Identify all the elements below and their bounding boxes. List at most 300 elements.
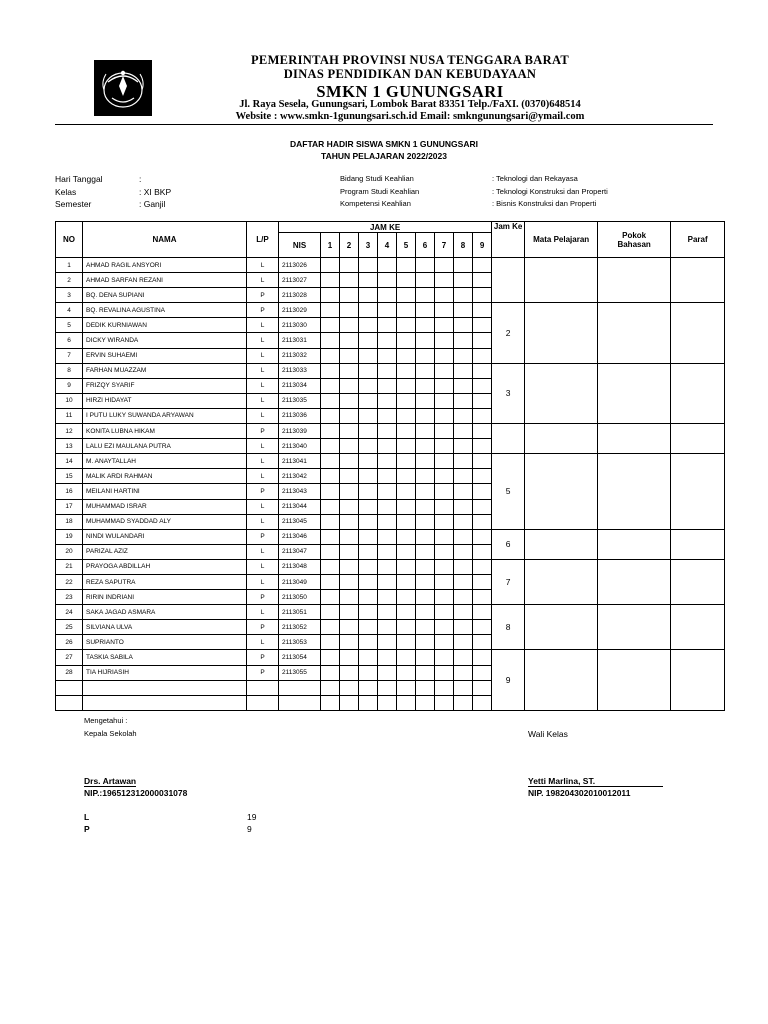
attendance-cell-period-3[interactable] — [359, 258, 378, 273]
attendance-cell-period-3[interactable] — [359, 574, 378, 589]
attendance-cell-period-4[interactable] — [378, 439, 397, 454]
attendance-cell-period-2[interactable] — [340, 650, 359, 665]
attendance-cell-period-3[interactable] — [359, 363, 378, 378]
attendance-cell-period-6[interactable] — [416, 574, 435, 589]
attendance-cell-period-3[interactable] — [359, 559, 378, 574]
attendance-cell-period-9[interactable] — [473, 484, 492, 499]
attendance-cell-period-8[interactable] — [454, 469, 473, 484]
attendance-cell-period-1[interactable] — [321, 620, 340, 635]
attendance-cell-period-2[interactable] — [340, 680, 359, 695]
mata-pelajaran-cell[interactable] — [525, 363, 598, 423]
attendance-cell-period-5[interactable] — [397, 439, 416, 454]
attendance-cell-period-4[interactable] — [378, 544, 397, 559]
mata-pelajaran-cell[interactable] — [525, 605, 598, 650]
pokok-bahasan-cell[interactable] — [598, 650, 671, 710]
attendance-cell-period-8[interactable] — [454, 650, 473, 665]
attendance-cell-period-4[interactable] — [378, 363, 397, 378]
attendance-cell-period-5[interactable] — [397, 454, 416, 469]
attendance-cell-period-4[interactable] — [378, 333, 397, 348]
attendance-cell-period-8[interactable] — [454, 348, 473, 363]
attendance-cell-period-5[interactable] — [397, 574, 416, 589]
attendance-cell-period-9[interactable] — [473, 439, 492, 454]
attendance-cell-period-6[interactable] — [416, 333, 435, 348]
attendance-cell-period-2[interactable] — [340, 574, 359, 589]
attendance-cell-period-3[interactable] — [359, 650, 378, 665]
attendance-cell-period-7[interactable] — [435, 424, 454, 439]
attendance-cell-period-8[interactable] — [454, 605, 473, 620]
attendance-cell-period-1[interactable] — [321, 635, 340, 650]
attendance-cell-period-3[interactable] — [359, 605, 378, 620]
attendance-cell-period-2[interactable] — [340, 303, 359, 318]
attendance-cell-period-1[interactable] — [321, 514, 340, 529]
attendance-cell-period-1[interactable] — [321, 348, 340, 363]
pokok-bahasan-cell[interactable] — [598, 529, 671, 559]
attendance-cell-period-5[interactable] — [397, 680, 416, 695]
attendance-cell-period-1[interactable] — [321, 650, 340, 665]
attendance-cell-period-4[interactable] — [378, 650, 397, 665]
attendance-cell-period-1[interactable] — [321, 333, 340, 348]
student-nis: 2113049 — [279, 574, 321, 589]
mata-pelajaran-cell[interactable] — [525, 424, 598, 454]
attendance-cell-period-5[interactable] — [397, 590, 416, 605]
attendance-cell-period-5[interactable] — [397, 665, 416, 680]
paraf-cell[interactable] — [671, 303, 725, 363]
attendance-cell-period-7[interactable] — [435, 650, 454, 665]
pokok-bahasan-cell[interactable] — [598, 424, 671, 454]
attendance-cell-period-3[interactable] — [359, 680, 378, 695]
kelas-value: : XI BKP — [139, 187, 172, 197]
attendance-cell-period-6[interactable] — [416, 559, 435, 574]
mata-pelajaran-cell[interactable] — [525, 559, 598, 604]
attendance-cell-period-2[interactable] — [340, 529, 359, 544]
attendance-cell-period-3[interactable] — [359, 439, 378, 454]
paraf-cell[interactable] — [671, 424, 725, 454]
attendance-cell-period-8[interactable] — [454, 408, 473, 423]
attendance-cell-period-5[interactable] — [397, 514, 416, 529]
attendance-cell-period-3[interactable] — [359, 454, 378, 469]
attendance-cell-period-8[interactable] — [454, 393, 473, 408]
attendance-cell-period-3[interactable] — [359, 288, 378, 303]
attendance-cell-period-4[interactable] — [378, 559, 397, 574]
attendance-cell-period-9[interactable] — [473, 303, 492, 318]
attendance-cell-period-1[interactable] — [321, 454, 340, 469]
attendance-cell-period-4[interactable] — [378, 469, 397, 484]
attendance-cell-period-9[interactable] — [473, 393, 492, 408]
attendance-cell-period-1[interactable] — [321, 559, 340, 574]
attendance-cell-period-8[interactable] — [454, 559, 473, 574]
attendance-cell-period-3[interactable] — [359, 348, 378, 363]
attendance-cell-period-4[interactable] — [378, 590, 397, 605]
attendance-cell-period-5[interactable] — [397, 258, 416, 273]
attendance-cell-period-8[interactable] — [454, 484, 473, 499]
pokok-bahasan-cell[interactable] — [598, 303, 671, 363]
attendance-cell-period-7[interactable] — [435, 378, 454, 393]
attendance-cell-period-7[interactable] — [435, 559, 454, 574]
attendance-cell-period-2[interactable] — [340, 635, 359, 650]
attendance-cell-period-7[interactable] — [435, 590, 454, 605]
attendance-cell-period-3[interactable] — [359, 529, 378, 544]
attendance-cell-period-2[interactable] — [340, 469, 359, 484]
attendance-cell-period-7[interactable] — [435, 574, 454, 589]
attendance-cell-period-6[interactable] — [416, 363, 435, 378]
attendance-cell-period-7[interactable] — [435, 348, 454, 363]
attendance-cell-period-2[interactable] — [340, 590, 359, 605]
attendance-cell-period-9[interactable] — [473, 514, 492, 529]
attendance-cell-period-6[interactable] — [416, 499, 435, 514]
attendance-cell-period-2[interactable] — [340, 499, 359, 514]
attendance-cell-period-4[interactable] — [378, 258, 397, 273]
attendance-cell-period-9[interactable] — [473, 378, 492, 393]
attendance-cell-period-2[interactable] — [340, 363, 359, 378]
attendance-cell-period-6[interactable] — [416, 258, 435, 273]
attendance-cell-period-5[interactable] — [397, 620, 416, 635]
attendance-cell-period-1[interactable] — [321, 590, 340, 605]
attendance-cell-period-9[interactable] — [473, 288, 492, 303]
attendance-cell-period-6[interactable] — [416, 635, 435, 650]
attendance-cell-period-1[interactable] — [321, 439, 340, 454]
attendance-cell-period-7[interactable] — [435, 318, 454, 333]
attendance-cell-period-9[interactable] — [473, 529, 492, 544]
attendance-cell-period-8[interactable] — [454, 363, 473, 378]
attendance-cell-period-4[interactable] — [378, 348, 397, 363]
attendance-cell-period-7[interactable] — [435, 544, 454, 559]
attendance-cell-period-8[interactable] — [454, 680, 473, 695]
attendance-cell-period-9[interactable] — [473, 348, 492, 363]
attendance-cell-period-4[interactable] — [378, 695, 397, 710]
attendance-cell-period-1[interactable] — [321, 378, 340, 393]
attendance-cell-period-8[interactable] — [454, 378, 473, 393]
attendance-cell-period-4[interactable] — [378, 484, 397, 499]
attendance-cell-period-6[interactable] — [416, 665, 435, 680]
attendance-cell-period-5[interactable] — [397, 273, 416, 288]
attendance-cell-period-1[interactable] — [321, 499, 340, 514]
attendance-cell-period-1[interactable] — [321, 288, 340, 303]
attendance-cell-period-7[interactable] — [435, 454, 454, 469]
attendance-cell-period-5[interactable] — [397, 695, 416, 710]
attendance-cell-period-8[interactable] — [454, 590, 473, 605]
attendance-cell-period-9[interactable] — [473, 499, 492, 514]
attendance-cell-period-3[interactable] — [359, 393, 378, 408]
attendance-cell-period-6[interactable] — [416, 544, 435, 559]
mata-pelajaran-cell[interactable] — [525, 258, 598, 303]
attendance-cell-period-3[interactable] — [359, 635, 378, 650]
attendance-cell-period-2[interactable] — [340, 559, 359, 574]
paraf-cell[interactable] — [671, 605, 725, 650]
attendance-cell-period-5[interactable] — [397, 499, 416, 514]
attendance-cell-period-7[interactable] — [435, 620, 454, 635]
attendance-cell-period-7[interactable] — [435, 680, 454, 695]
attendance-cell-period-4[interactable] — [378, 318, 397, 333]
attendance-cell-period-9[interactable] — [473, 650, 492, 665]
pokok-bahasan-cell[interactable] — [598, 363, 671, 423]
attendance-cell-period-6[interactable] — [416, 605, 435, 620]
attendance-cell-period-9[interactable] — [473, 544, 492, 559]
attendance-cell-period-9[interactable] — [473, 635, 492, 650]
attendance-cell-period-3[interactable] — [359, 318, 378, 333]
attendance-cell-period-7[interactable] — [435, 258, 454, 273]
attendance-cell-period-9[interactable] — [473, 469, 492, 484]
attendance-cell-period-8[interactable] — [454, 424, 473, 439]
attendance-cell-period-2[interactable] — [340, 393, 359, 408]
attendance-cell-period-1[interactable] — [321, 484, 340, 499]
attendance-cell-period-6[interactable] — [416, 529, 435, 544]
attendance-cell-period-7[interactable] — [435, 363, 454, 378]
attendance-cell-period-5[interactable] — [397, 469, 416, 484]
attendance-cell-period-4[interactable] — [378, 620, 397, 635]
attendance-cell-period-2[interactable] — [340, 288, 359, 303]
attendance-cell-period-8[interactable] — [454, 318, 473, 333]
attendance-cell-period-2[interactable] — [340, 620, 359, 635]
attendance-cell-period-6[interactable] — [416, 620, 435, 635]
attendance-cell-period-5[interactable] — [397, 544, 416, 559]
attendance-cell-period-6[interactable] — [416, 590, 435, 605]
attendance-cell-period-4[interactable] — [378, 665, 397, 680]
attendance-cell-period-8[interactable] — [454, 499, 473, 514]
attendance-cell-period-8[interactable] — [454, 529, 473, 544]
attendance-cell-period-5[interactable] — [397, 650, 416, 665]
attendance-cell-period-4[interactable] — [378, 680, 397, 695]
attendance-cell-period-4[interactable] — [378, 635, 397, 650]
attendance-cell-period-6[interactable] — [416, 393, 435, 408]
attendance-cell-period-9[interactable] — [473, 574, 492, 589]
attendance-cell-period-4[interactable] — [378, 574, 397, 589]
attendance-cell-period-5[interactable] — [397, 348, 416, 363]
attendance-cell-period-8[interactable] — [454, 258, 473, 273]
pokok-bahasan-cell[interactable] — [598, 605, 671, 650]
attendance-cell-period-5[interactable] — [397, 288, 416, 303]
attendance-cell-period-6[interactable] — [416, 288, 435, 303]
attendance-cell-period-6[interactable] — [416, 348, 435, 363]
paraf-cell[interactable] — [671, 454, 725, 529]
attendance-cell-period-3[interactable] — [359, 499, 378, 514]
attendance-cell-period-8[interactable] — [454, 333, 473, 348]
attendance-cell-period-2[interactable] — [340, 514, 359, 529]
attendance-cell-period-3[interactable] — [359, 424, 378, 439]
attendance-cell-period-6[interactable] — [416, 273, 435, 288]
attendance-cell-period-9[interactable] — [473, 605, 492, 620]
attendance-cell-period-2[interactable] — [340, 605, 359, 620]
pokok-bahasan-cell[interactable] — [598, 258, 671, 303]
attendance-cell-period-9[interactable] — [473, 454, 492, 469]
attendance-cell-period-8[interactable] — [454, 665, 473, 680]
attendance-cell-period-7[interactable] — [435, 605, 454, 620]
attendance-cell-period-4[interactable] — [378, 605, 397, 620]
attendance-cell-period-4[interactable] — [378, 454, 397, 469]
attendance-cell-period-2[interactable] — [340, 424, 359, 439]
attendance-cell-period-7[interactable] — [435, 635, 454, 650]
attendance-cell-period-2[interactable] — [340, 454, 359, 469]
attendance-cell-period-3[interactable] — [359, 469, 378, 484]
attendance-cell-period-1[interactable] — [321, 695, 340, 710]
attendance-cell-period-5[interactable] — [397, 303, 416, 318]
attendance-cell-period-7[interactable] — [435, 484, 454, 499]
attendance-cell-period-1[interactable] — [321, 665, 340, 680]
attendance-cell-period-2[interactable] — [340, 258, 359, 273]
attendance-cell-period-6[interactable] — [416, 469, 435, 484]
attendance-cell-period-1[interactable] — [321, 393, 340, 408]
attendance-cell-period-4[interactable] — [378, 393, 397, 408]
attendance-cell-period-7[interactable] — [435, 469, 454, 484]
attendance-cell-period-7[interactable] — [435, 439, 454, 454]
attendance-cell-period-6[interactable] — [416, 514, 435, 529]
attendance-cell-period-3[interactable] — [359, 620, 378, 635]
attendance-cell-period-1[interactable] — [321, 273, 340, 288]
attendance-cell-period-8[interactable] — [454, 303, 473, 318]
attendance-cell-period-3[interactable] — [359, 303, 378, 318]
pokok-bahasan-cell[interactable] — [598, 559, 671, 604]
attendance-cell-period-9[interactable] — [473, 333, 492, 348]
attendance-cell-period-8[interactable] — [454, 439, 473, 454]
attendance-cell-period-9[interactable] — [473, 273, 492, 288]
attendance-cell-period-3[interactable] — [359, 544, 378, 559]
attendance-cell-period-2[interactable] — [340, 378, 359, 393]
attendance-cell-period-5[interactable] — [397, 333, 416, 348]
attendance-cell-period-7[interactable] — [435, 273, 454, 288]
attendance-cell-period-2[interactable] — [340, 333, 359, 348]
attendance-cell-period-6[interactable] — [416, 439, 435, 454]
attendance-cell-period-5[interactable] — [397, 393, 416, 408]
attendance-cell-period-2[interactable] — [340, 544, 359, 559]
attendance-cell-period-8[interactable] — [454, 273, 473, 288]
paraf-cell[interactable] — [671, 559, 725, 604]
attendance-cell-period-1[interactable] — [321, 574, 340, 589]
mata-pelajaran-cell[interactable] — [525, 303, 598, 363]
mata-pelajaran-cell[interactable] — [525, 454, 598, 529]
mata-pelajaran-cell[interactable] — [525, 529, 598, 559]
attendance-cell-period-6[interactable] — [416, 454, 435, 469]
attendance-cell-period-2[interactable] — [340, 484, 359, 499]
attendance-cell-period-8[interactable] — [454, 544, 473, 559]
attendance-cell-period-7[interactable] — [435, 499, 454, 514]
attendance-cell-period-9[interactable] — [473, 424, 492, 439]
attendance-cell-period-7[interactable] — [435, 514, 454, 529]
attendance-cell-period-1[interactable] — [321, 258, 340, 273]
attendance-cell-period-2[interactable] — [340, 439, 359, 454]
attendance-cell-period-2[interactable] — [340, 408, 359, 423]
attendance-cell-period-7[interactable] — [435, 695, 454, 710]
attendance-cell-period-4[interactable] — [378, 408, 397, 423]
attendance-cell-period-6[interactable] — [416, 318, 435, 333]
attendance-cell-period-7[interactable] — [435, 303, 454, 318]
attendance-cell-period-8[interactable] — [454, 288, 473, 303]
attendance-cell-period-3[interactable] — [359, 333, 378, 348]
attendance-cell-period-6[interactable] — [416, 484, 435, 499]
letterhead-province: PEMERINTAH PROVINSI NUSA TENGGARA BARAT — [251, 53, 569, 67]
attendance-cell-period-3[interactable] — [359, 695, 378, 710]
attendance-cell-period-3[interactable] — [359, 590, 378, 605]
attendance-cell-period-9[interactable] — [473, 363, 492, 378]
attendance-cell-period-9[interactable] — [473, 559, 492, 574]
attendance-cell-period-4[interactable] — [378, 303, 397, 318]
attendance-cell-period-9[interactable] — [473, 620, 492, 635]
attendance-cell-period-1[interactable] — [321, 408, 340, 423]
attendance-cell-period-1[interactable] — [321, 469, 340, 484]
attendance-cell-period-6[interactable] — [416, 378, 435, 393]
attendance-cell-period-9[interactable] — [473, 665, 492, 680]
attendance-cell-period-9[interactable] — [473, 695, 492, 710]
attendance-cell-period-8[interactable] — [454, 695, 473, 710]
attendance-cell-period-1[interactable] — [321, 529, 340, 544]
attendance-cell-period-2[interactable] — [340, 695, 359, 710]
attendance-cell-period-2[interactable] — [340, 273, 359, 288]
attendance-cell-period-5[interactable] — [397, 363, 416, 378]
attendance-cell-period-6[interactable] — [416, 408, 435, 423]
attendance-cell-period-5[interactable] — [397, 559, 416, 574]
paraf-cell[interactable] — [671, 258, 725, 303]
attendance-cell-period-5[interactable] — [397, 318, 416, 333]
attendance-cell-period-9[interactable] — [473, 318, 492, 333]
attendance-cell-period-5[interactable] — [397, 529, 416, 544]
attendance-cell-period-7[interactable] — [435, 288, 454, 303]
attendance-cell-period-5[interactable] — [397, 484, 416, 499]
attendance-cell-period-5[interactable] — [397, 424, 416, 439]
attendance-cell-period-6[interactable] — [416, 695, 435, 710]
attendance-cell-period-3[interactable] — [359, 378, 378, 393]
attendance-cell-period-8[interactable] — [454, 574, 473, 589]
attendance-cell-period-1[interactable] — [321, 605, 340, 620]
attendance-cell-period-9[interactable] — [473, 590, 492, 605]
attendance-cell-period-4[interactable] — [378, 424, 397, 439]
paraf-cell[interactable] — [671, 650, 725, 710]
attendance-cell-period-1[interactable] — [321, 544, 340, 559]
attendance-cell-period-4[interactable] — [378, 499, 397, 514]
attendance-cell-period-8[interactable] — [454, 620, 473, 635]
attendance-cell-period-9[interactable] — [473, 258, 492, 273]
paraf-cell[interactable] — [671, 529, 725, 559]
attendance-cell-period-9[interactable] — [473, 408, 492, 423]
attendance-cell-period-7[interactable] — [435, 665, 454, 680]
attendance-cell-period-8[interactable] — [454, 514, 473, 529]
attendance-cell-period-5[interactable] — [397, 408, 416, 423]
attendance-cell-period-4[interactable] — [378, 529, 397, 544]
pokok-bahasan-cell[interactable] — [598, 454, 671, 529]
attendance-cell-period-1[interactable] — [321, 363, 340, 378]
attendance-cell-period-1[interactable] — [321, 318, 340, 333]
attendance-cell-period-6[interactable] — [416, 424, 435, 439]
attendance-cell-period-5[interactable] — [397, 635, 416, 650]
attendance-cell-period-1[interactable] — [321, 680, 340, 695]
attendance-cell-period-6[interactable] — [416, 303, 435, 318]
attendance-cell-period-8[interactable] — [454, 454, 473, 469]
attendance-cell-period-6[interactable] — [416, 650, 435, 665]
attendance-cell-period-2[interactable] — [340, 665, 359, 680]
attendance-cell-period-5[interactable] — [397, 605, 416, 620]
attendance-cell-period-5[interactable] — [397, 378, 416, 393]
attendance-cell-period-3[interactable] — [359, 273, 378, 288]
attendance-cell-period-2[interactable] — [340, 348, 359, 363]
attendance-cell-period-2[interactable] — [340, 318, 359, 333]
paraf-cell[interactable] — [671, 363, 725, 423]
mata-pelajaran-cell[interactable] — [525, 650, 598, 710]
attendance-cell-period-4[interactable] — [378, 378, 397, 393]
attendance-cell-period-4[interactable] — [378, 514, 397, 529]
attendance-cell-period-7[interactable] — [435, 393, 454, 408]
attendance-cell-period-4[interactable] — [378, 288, 397, 303]
attendance-cell-period-4[interactable] — [378, 273, 397, 288]
attendance-cell-period-3[interactable] — [359, 408, 378, 423]
attendance-cell-period-3[interactable] — [359, 484, 378, 499]
attendance-cell-period-7[interactable] — [435, 408, 454, 423]
attendance-cell-period-1[interactable] — [321, 303, 340, 318]
attendance-cell-period-6[interactable] — [416, 680, 435, 695]
attendance-cell-period-7[interactable] — [435, 529, 454, 544]
attendance-cell-period-3[interactable] — [359, 665, 378, 680]
attendance-cell-period-1[interactable] — [321, 424, 340, 439]
attendance-cell-period-7[interactable] — [435, 333, 454, 348]
attendance-cell-period-9[interactable] — [473, 680, 492, 695]
attendance-cell-period-8[interactable] — [454, 635, 473, 650]
attendance-cell-period-3[interactable] — [359, 514, 378, 529]
